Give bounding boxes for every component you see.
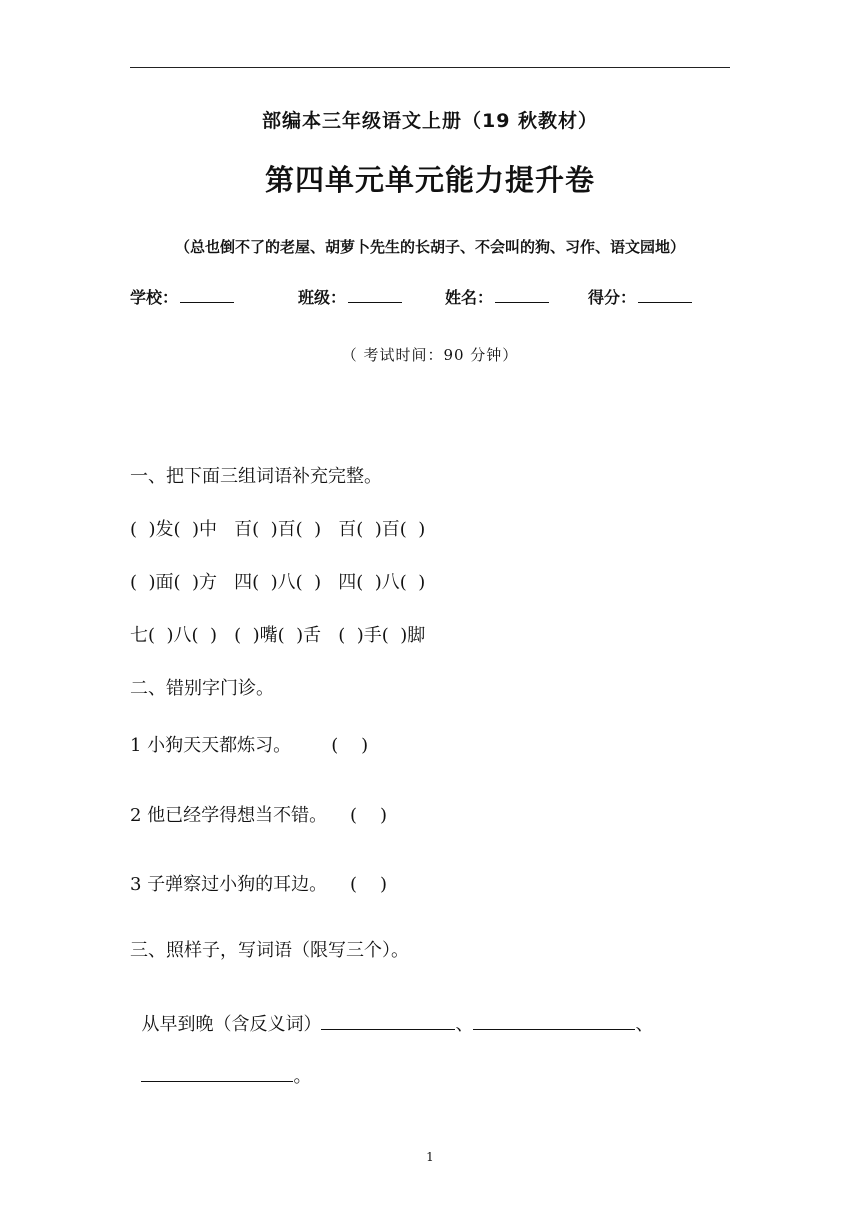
answer-blank[interactable] (473, 1011, 635, 1030)
lesson-scope: （总也倒不了的老屋、胡萝卜先生的长胡子、不会叫的狗、习作、语文园地） (174, 238, 685, 256)
separator: 、 (455, 1014, 474, 1035)
school-field[interactable] (130, 285, 234, 308)
score-blank[interactable] (638, 287, 692, 303)
section3-heading: 三、照样子，写词语（限写三个）。 (130, 940, 409, 961)
name-blank[interactable] (495, 287, 549, 303)
class-field[interactable] (298, 285, 402, 308)
page-number: 1 (426, 1150, 434, 1164)
class-blank[interactable] (348, 287, 402, 303)
section1-heading: 一、把下面三组词语补充完整。 (130, 466, 382, 487)
answer-blank[interactable] (141, 1063, 293, 1082)
section1-row[interactable]: ( )发( )中 百( )百( ) 百( )百( ) (130, 519, 426, 540)
separator: 、 (635, 1014, 654, 1035)
end-mark: 。 (293, 1066, 312, 1087)
name-label: 姓名： (445, 288, 494, 307)
section2-item[interactable]: 1 小狗天天都炼习。 ( ) (130, 735, 369, 756)
name-field[interactable] (445, 285, 549, 308)
section2-item[interactable]: 2 他已经学得想当不错。 ( ) (130, 805, 387, 826)
section3-example: 从早到晚（含反义词） (141, 1014, 322, 1035)
class-label: 班级： (298, 288, 347, 307)
school-label: 学校： (130, 288, 179, 307)
section1-row[interactable]: ( )面( )方 四( )八( ) 四( )八( ) (130, 572, 426, 593)
document-title: 第四单元单元能力提升卷 (264, 163, 595, 197)
section3-example-line (130, 989, 653, 1036)
score-field[interactable] (588, 285, 692, 308)
section2-item[interactable]: 3 子弹察过小狗的耳边。 ( ) (130, 874, 387, 895)
section2-heading: 二、错别字门诊。 (130, 678, 274, 699)
exam-time: （ 考试时间：90 分钟） (341, 346, 519, 364)
header-rule (130, 67, 730, 68)
school-blank[interactable] (180, 287, 234, 303)
answer-blank[interactable] (321, 1011, 455, 1030)
score-label: 得分： (588, 288, 637, 307)
document-subtitle: 部编本三年级语文上册（19 秋教材） (261, 110, 599, 132)
section3-continuation-line (130, 1041, 311, 1088)
section1-row[interactable]: 七( )八( ) ( )嘴( )舌 ( )手( )脚 (130, 625, 426, 646)
